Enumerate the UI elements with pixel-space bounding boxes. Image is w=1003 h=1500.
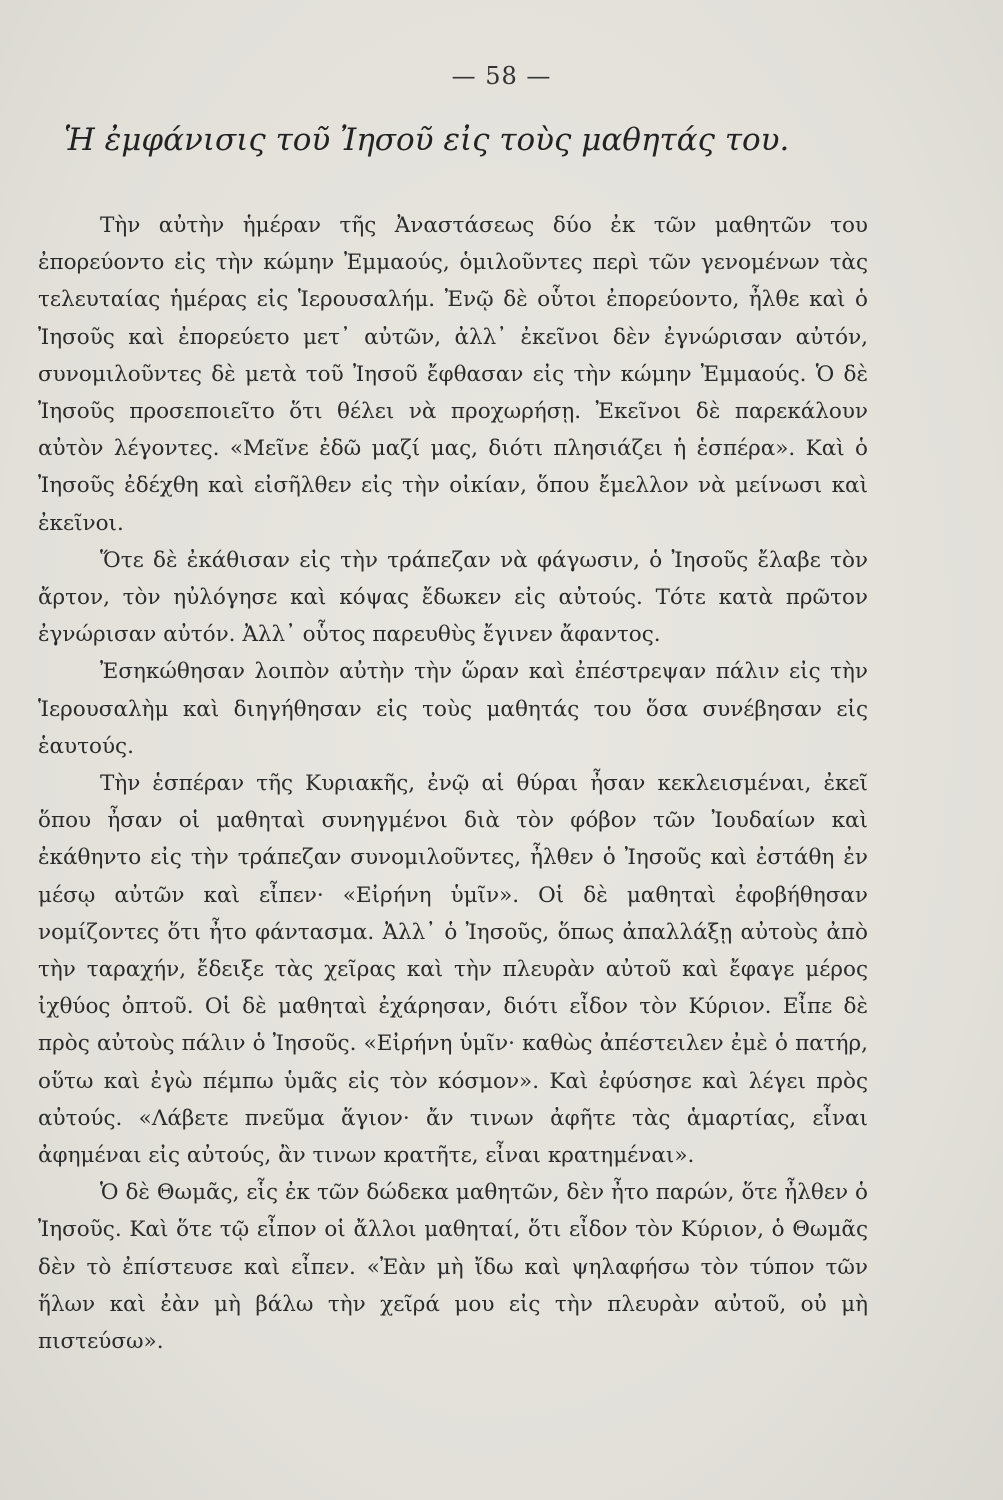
chapter-title: Ἡ ἐμφάνισις τοῦ Ἰησοῦ εἰς τοὺς μαθητάς του.: [64, 122, 790, 158]
paragraph: Τὴν αὐτὴν ἡμέραν τῆς Ἀναστάσεως δύο ἐκ τῶν μαθητῶν του ἐπορεύοντο εἰς τὴν κώμην Ἐμμαούς, ὁμιλοῦντες περὶ τῶν γενομένων τὰς τελευταίας ἡμέρας εἰς Ἱερουσαλήμ. Ἐνῷ δὲ οὗτοι ἐπορεύοντο, ἦλθε καὶ ὁ Ἰησοῦς καὶ ἐπορεύετο μετ᾽ αὐτῶν, ἀλλ᾽ ἐκεῖνοι δὲν ἐγνώρισαν αὐτόν, συνομιλοῦντες δὲ μετὰ τοῦ Ἰησοῦ ἔφθασαν εἰς τὴν κώμην Ἐμμαούς. Ὁ δὲ Ἰησοῦς προσεποιεῖτο ὅτι θέλει νὰ προχωρήσῃ. Ἐκεῖνοι δὲ παρεκάλουν αὐτὸν λέγοντες. «Μεῖνε ἐδῶ μαζί μας, διότι πλησιάζει ἡ ἑσπέρα». Καὶ ὁ Ἰησοῦς ἐδέχθη καὶ εἰσῆλθεν εἰς τὴν οἰκίαν, ὅπου ἔμελλον νὰ μείνωσι καὶ ἐκεῖνοι.: [38, 213, 868, 536]
paragraph: Τὴν ἑσπέραν τῆς Κυριακῆς, ἐνῷ αἱ θύραι ἦσαν κεκλεισμέναι, ἐκεῖ ὅπου ἦσαν οἱ μαθηταὶ συνηγμένοι διὰ τὸν φόβον τῶν Ἰουδαίων καὶ ἐκάθηντο εἰς τὴν τράπεζαν συνομιλοῦντες, ἦλθεν ὁ Ἰησοῦς καὶ ἐστάθη ἐν μέσῳ αὐτῶν καὶ εἶπεν· «Εἰρήνη ὑμῖν». Οἱ δὲ μαθηταὶ ἐφοβήθησαν νομίζοντες ὅτι ἦτο φάντασμα. Ἀλλ᾽ ὁ Ἰησοῦς, ὅπως ἀπαλλάξῃ αὐτοὺς ἀπὸ τὴν ταραχήν, ἔδειξε τὰς χεῖρας καὶ τὴν πλευρὰν αὐτοῦ καὶ ἔφαγε μέρος ἰχθύος ὀπτοῦ. Οἱ δὲ μαθηταὶ ἐχάρησαν, διότι εἶδον τὸν Κύριον. Εἶπε δὲ πρὸς αὐτοὺς πάλιν ὁ Ἰησοῦς. «Εἰρήνη ὑμῖν· καθὼς ἀπέστειλεν ἐμὲ ὁ πατήρ, οὕτω καὶ ἐγὼ πέμπω ὑμᾶς εἰς τὸν κόσμον». Καὶ ἐφύσησε καὶ λέγει πρὸς αὐτούς. «Λάβετε πνεῦμα ἅγιον· ἄν τινων ἀφῆτε τὰς ἁμαρτίας, εἶναι ἀφημέναι εἰς αὐτούς, ἂν τινων κρατῆτε, εἶναι κρατημέναι».: [38, 771, 868, 1169]
paragraph: Ὁ δὲ Θωμᾶς, εἷς ἐκ τῶν δώδεκα μαθητῶν, δὲν ἦτο παρών, ὅτε ἦλθεν ὁ Ἰησοῦς. Καὶ ὅτε τῷ εἶπον οἱ ἄλλοι μαθηταί, ὅτι εἶδον τὸν Κύριον, ὁ Θωμᾶς δὲν τὸ ἐπίστευσε καὶ εἶπεν. «Ἐὰν μὴ ἴδω καὶ ψηλαφήσω τὸν τύπον τῶν ἥλων καὶ ἐὰν μὴ βάλω τὴν χεῖρά μου εἰς τὴν πλευρὰν αὐτοῦ, οὐ μὴ πιστεύσω».: [38, 1180, 868, 1355]
page-number: — 58 —: [451, 62, 552, 90]
body-text: [38, 207, 868, 1360]
paragraph: Ἐσηκώθησαν λοιπὸν αὐτὴν τὴν ὥραν καὶ ἐπέστρεψαν πάλιν εἰς τὴν Ἱερουσαλὴμ καὶ διηγήθησαν εἰς τοὺς μαθητάς του ὅσα συνέβησαν εἰς ἑαυτούς.: [38, 659, 868, 759]
paragraph: Ὅτε δὲ ἐκάθισαν εἰς τὴν τράπεζαν νὰ φάγωσιν, ὁ Ἰησοῦς ἔλαβε τὸν ἄρτον, τὸν ηὐλόγησε καὶ κόψας ἔδωκεν εἰς αὐτούς. Τότε κατὰ πρῶτον ἐγνώρισαν αὐτόν. Ἀλλ᾽ οὗτος παρευθὺς ἔγινεν ἄφαντος.: [38, 547, 868, 648]
